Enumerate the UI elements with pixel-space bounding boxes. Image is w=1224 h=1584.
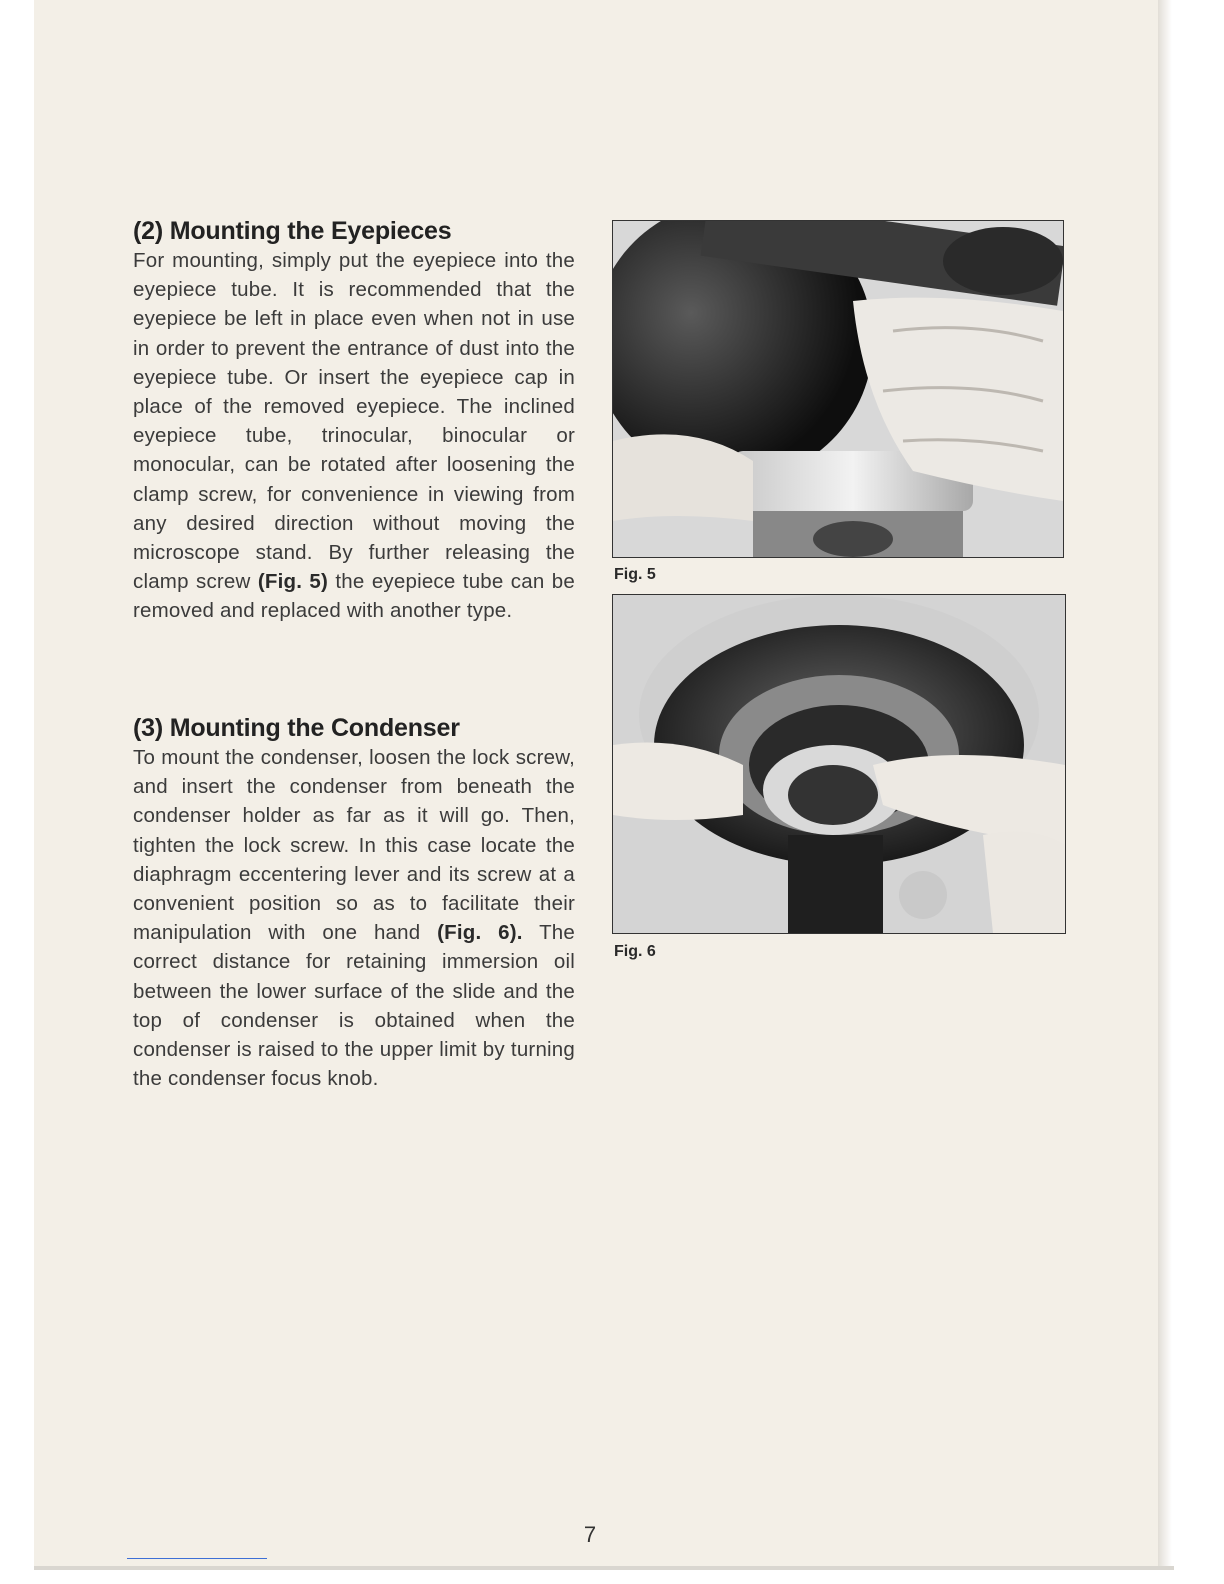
body-text: To mount the condenser, loosen the lock screw, and insert the condenser from beneath the condenser holder as far as it will go. Then, tighten the lock screw. In this case locate the diaphragm eccentering lever and its screw at a convenient position so as to facilitate their manipulation with one hand [133,746,575,945]
section-body [133,743,575,1093]
link-underline [127,1558,267,1559]
section-body [133,246,575,626]
figure-reference: (Fig. 6). [437,921,523,945]
figure-5-photo [612,220,1064,558]
page-bottom-edge [34,1566,1174,1570]
body-text: For mounting, simply put the eyepiece into the eyepiece tube. It is recommended that the eyepiece be left in place even when not in use in order to prevent the entrance of dust into the eyepiece tube. Or insert the eyepiece cap in place of the removed eyepiece. The inclined eyepiece tube, trinocular, binocular or monocular, can be rotated after loosening the clamp screw, for convenience in viewing from any desired direction without moving the microscope stand. By further releasing the clamp screw [133,249,575,594]
page-number: 7 [583,1522,597,1547]
section-condenser [133,713,575,1093]
photo-illustration [613,595,1065,933]
figure-6-photo [612,594,1066,934]
section-heading: (3) Mounting the Condenser [133,714,460,742]
photo-illustration [613,221,1063,557]
body-text: the eyepiece tube can be removed and replaced with another type. [133,570,575,623]
body-text: The correct distance for retaining immersion oil between the lower surface of the slide and the top of condenser is obtained when the condenser is raised to the upper limit by turning the condenser focus knob. [133,921,576,1091]
page-edge [1158,0,1172,1570]
section-heading: (2) Mounting the Eyepieces [133,217,452,245]
figure-6-caption: Fig. 6 [614,943,656,960]
figure-reference: (Fig. 5) [257,570,329,594]
section-eyepieces [133,216,575,626]
figure-5-caption: Fig. 5 [614,566,656,583]
